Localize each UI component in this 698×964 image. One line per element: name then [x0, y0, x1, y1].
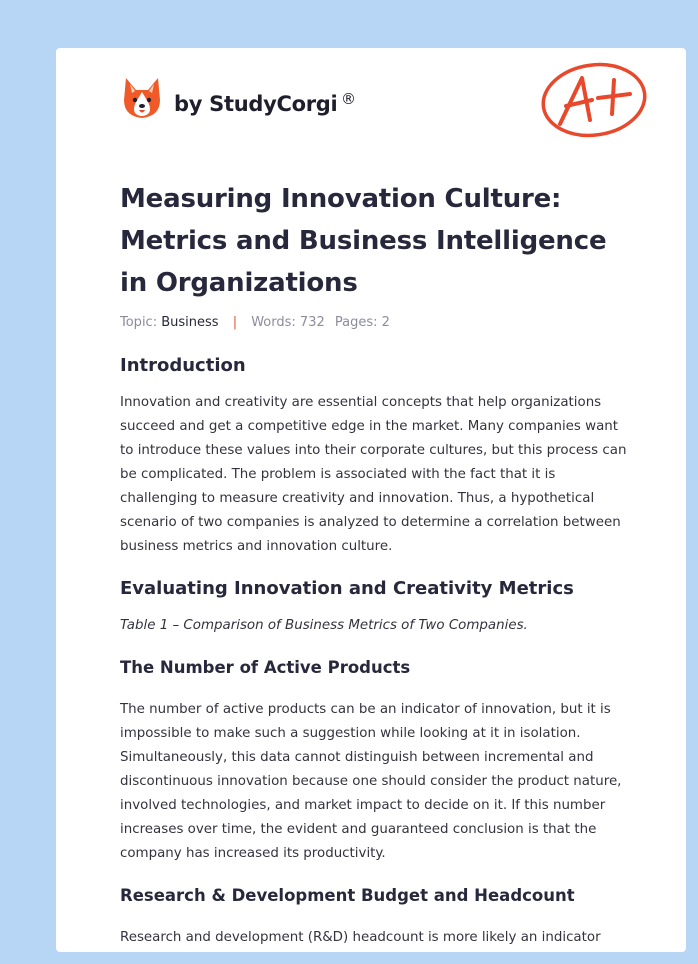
word-count: Words: 732 — [251, 315, 325, 330]
table-caption: Table 1 – Comparison of Business Metrics of Two Companies. — [120, 618, 528, 633]
rd-paragraph: Research and development (R&D) headcount is more likely an indicator — [120, 930, 601, 945]
article — [120, 178, 630, 950]
article-meta — [120, 314, 630, 332]
section-heading-introduction: Introduction — [120, 355, 246, 376]
active-products-paragraph: The number of active products can be an indicator of innovation, but it is impossible to make such a suggestion while looking at it in isolation. Simultaneously, this data cannot distinguish between incremental and discontinuous innovation because one should consider the product nature, involved technologies, and market impact to decide on it. If this number increases over time, the evident and guaranteed conclusion is that the company has increased its productivity. — [120, 702, 622, 861]
page-count: Pages: 2 — [334, 315, 390, 330]
page-title: Measuring Innovation Culture: Metrics and Business Intelligence in Organizations — [120, 184, 607, 298]
corgi-logo-icon — [122, 76, 162, 120]
topic-label: Topic: — [120, 315, 158, 330]
section-heading-active-products: The Number of Active Products — [120, 658, 411, 677]
meta-separator: | — [232, 315, 238, 330]
introduction-paragraph: Innovation and creativity are essential concepts that help organizations succeed and get a competitive edge in the market. Many companies want to introduce these values into their corporate cultures, but this process can be complicated. The problem is associated with the fact that it is challenging to measure creativity and innovation. Thus, a hypothetical scenario of two companies is analyzed to determine a correlation between business metrics and innovation culture. — [120, 395, 627, 554]
grade-a-plus-icon — [538, 60, 650, 140]
topic-link[interactable]: Business — [161, 315, 219, 330]
registered-mark: ® — [341, 90, 356, 108]
header — [56, 48, 686, 158]
section-heading-evaluating: Evaluating Innovation and Creativity Metrics — [120, 578, 574, 599]
brand-name[interactable]: by StudyCorgi — [174, 92, 338, 116]
document-page — [56, 48, 686, 952]
section-heading-rd-budget: Research & Development Budget and Headcount — [120, 886, 575, 905]
